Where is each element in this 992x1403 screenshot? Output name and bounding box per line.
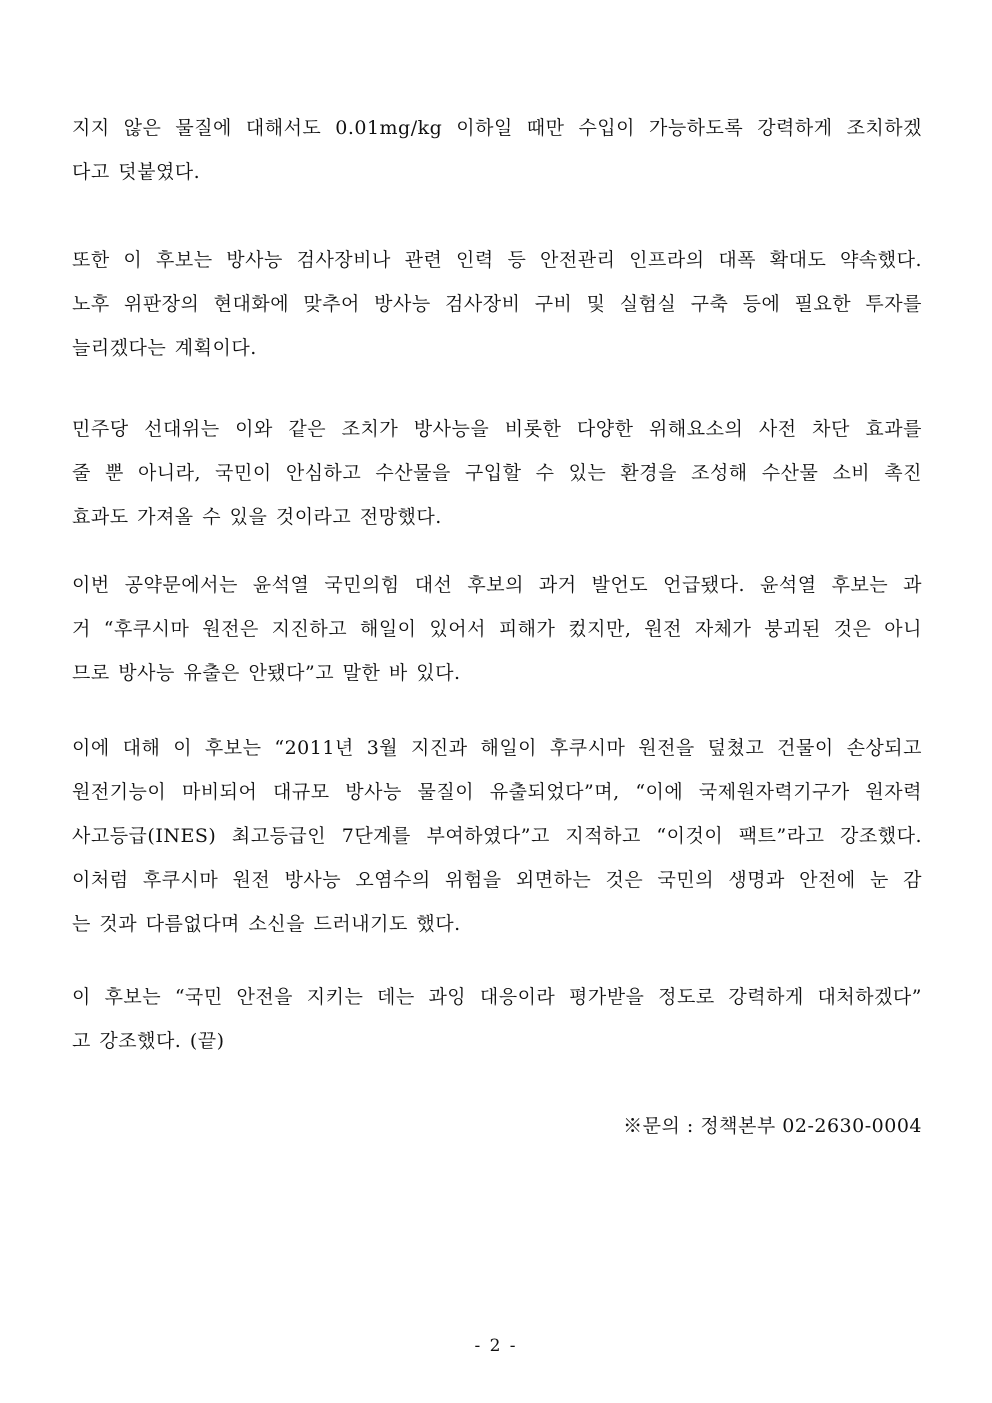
paragraph-past-remarks bbox=[72, 563, 922, 695]
text-line: 사고등급(INES) 최고등급인 7단계를 부여하였다”고 지적하고 “이것이 팩트”라고 강조했다. bbox=[72, 825, 922, 847]
paragraph-rebuttal bbox=[72, 726, 922, 946]
text-line: 이 후보는 “국민 안전을 지키는 데는 과잉 대응이라 평가받을 정도로 강력하게 대처하겠다” bbox=[72, 986, 922, 1008]
text-line: 이에 대해 이 후보는 “2011년 3월 지진과 해일이 후쿠시마 원전을 덮쳤고 건물이 손상되고 bbox=[72, 737, 922, 759]
text-line: 므로 방사능 유출은 안됐다”고 말한 바 있다. bbox=[72, 662, 461, 684]
text-line: 지지 않은 물질에 대해서도 0.01mg/kg 이하일 때만 수입이 가능하도록 강력하게 조치하겠 bbox=[72, 117, 922, 139]
contact-info: ※문의 : 정책본부 02-2630-0004 bbox=[623, 1115, 922, 1137]
text-line: 노후 위판장의 현대화에 맞추어 방사능 검사장비 구비 및 실험실 구축 등에 필요한 투자를 bbox=[72, 293, 922, 315]
text-line: 거 “후쿠시마 원전은 지진하고 해일이 있어서 피해가 컸지만, 원전 자체가 붕괴된 것은 아니 bbox=[72, 618, 922, 640]
paragraph-expected-effect bbox=[72, 407, 922, 539]
page-number: - 2 - bbox=[474, 1336, 518, 1356]
text-line: 원전기능이 마비되어 대규모 방사능 물질이 유출되었다”며, “이에 국제원자력기구가 원자력 bbox=[72, 781, 922, 803]
text-line: 효과도 가져올 수 있을 것이라고 전망했다. bbox=[72, 506, 442, 528]
paragraph-closing bbox=[72, 975, 922, 1063]
text-line: 고 강조했다. (끝) bbox=[72, 1030, 225, 1052]
text-line: 다고 덧붙였다. bbox=[72, 161, 201, 183]
paragraph-import-standard bbox=[72, 106, 922, 194]
paragraph-infrastructure bbox=[72, 238, 922, 370]
text-line: 민주당 선대위는 이와 같은 조치가 방사능을 비롯한 다양한 위해요소의 사전 차단 효과를 bbox=[72, 418, 922, 440]
text-line: 이처럼 후쿠시마 원전 방사능 오염수의 위험을 외면하는 것은 국민의 생명과 안전에 눈 감 bbox=[72, 869, 922, 891]
text-line: 또한 이 후보는 방사능 검사장비나 관련 인력 등 안전관리 인프라의 대폭 확대도 약속했다. bbox=[72, 249, 922, 271]
text-line: 이번 공약문에서는 윤석열 국민의힘 대선 후보의 과거 발언도 언급됐다. 윤석열 후보는 과 bbox=[72, 574, 922, 596]
text-line: 줄 뿐 아니라, 국민이 안심하고 수산물을 구입할 수 있는 환경을 조성해 수산물 소비 촉진 bbox=[72, 462, 922, 484]
text-line: 는 것과 다름없다며 소신을 드러내기도 했다. bbox=[72, 913, 461, 935]
text-line: 늘리겠다는 계획이다. bbox=[72, 337, 257, 359]
